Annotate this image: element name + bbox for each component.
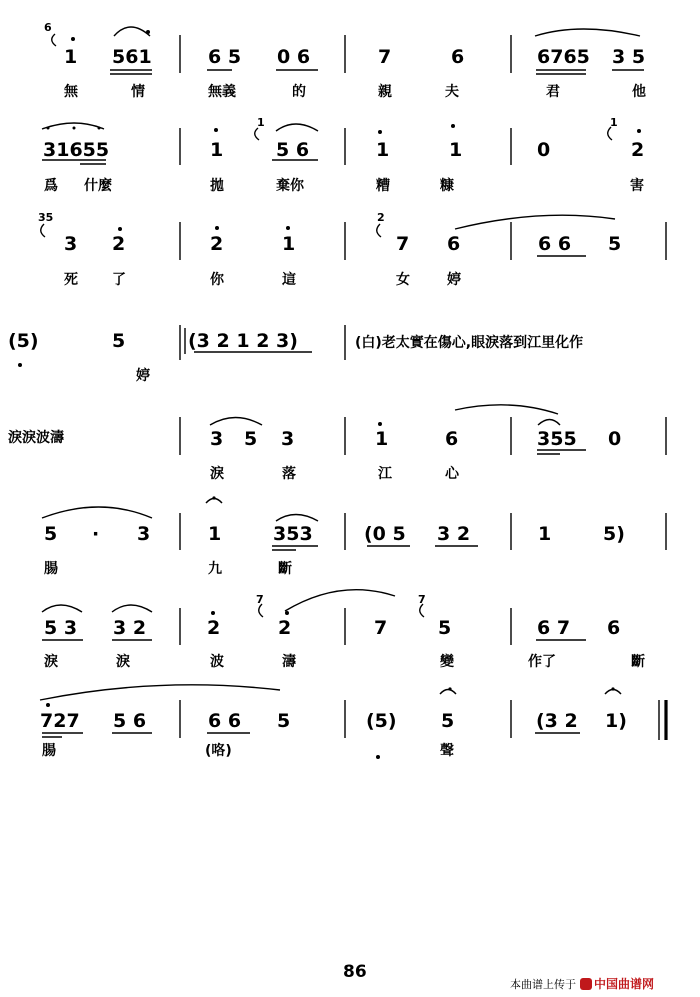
- note: 5): [603, 523, 625, 545]
- lyric: 婷: [447, 272, 461, 288]
- note: 2: [631, 139, 645, 161]
- note: 3: [137, 523, 151, 545]
- grace-note: 6: [44, 21, 52, 34]
- lyric: 棄你: [276, 178, 304, 194]
- note: 1: [449, 139, 463, 161]
- lyric: 腸: [44, 561, 58, 577]
- lyric: (咯): [205, 743, 232, 759]
- lyric: 波: [210, 654, 224, 670]
- grace-note: 1: [257, 116, 265, 129]
- note: 0: [537, 139, 551, 161]
- note: 6: [447, 233, 461, 255]
- page-number: 86: [343, 962, 367, 982]
- note: 3 2: [437, 523, 471, 545]
- note: 3 5: [612, 46, 646, 68]
- note: 7: [378, 46, 392, 68]
- site-logo-icon: [580, 978, 592, 990]
- note: 1: [64, 46, 78, 68]
- lyric: 斷: [631, 654, 645, 670]
- note: 5: [244, 428, 258, 450]
- grace-note: 35: [38, 211, 54, 224]
- note: 7: [374, 617, 388, 639]
- note: (5): [366, 710, 397, 732]
- note: 5 6: [276, 139, 310, 161]
- note: 353: [273, 523, 313, 545]
- lyric: 女: [396, 272, 410, 288]
- lyric: 夫: [445, 84, 459, 100]
- note: 5 3: [44, 617, 78, 639]
- interlude-text: 淚淚波濤: [8, 430, 64, 446]
- grace-note: 7: [256, 593, 264, 606]
- note: 2: [278, 617, 292, 639]
- lyric: 變: [440, 654, 454, 670]
- grace-note: 7: [418, 593, 426, 606]
- lyric: 婷: [136, 368, 150, 384]
- note: 5: [112, 330, 126, 352]
- lyric: 情: [131, 84, 145, 100]
- lyric: 江: [378, 466, 392, 482]
- lyric: 濤: [282, 654, 296, 670]
- note: 3 2: [113, 617, 147, 639]
- note: 6: [607, 617, 621, 639]
- note: 6765: [537, 46, 590, 68]
- lyric: 作了: [528, 654, 556, 670]
- dialogue: (白)老太實在傷心,眼淚落到江里化作: [355, 335, 584, 351]
- note: (0 5: [364, 523, 406, 545]
- note: 1: [376, 139, 390, 161]
- footer-site-name[interactable]: 中国曲谱网: [594, 977, 655, 991]
- lyric: 爲: [44, 178, 58, 194]
- note: 1: [210, 139, 224, 161]
- note: 2: [112, 233, 126, 255]
- note: 5: [441, 710, 455, 732]
- lyric: 死: [64, 272, 78, 288]
- lyric: 落: [282, 466, 296, 482]
- lyric: 什麼: [84, 178, 112, 194]
- note: 6 6: [208, 710, 242, 732]
- note: 5: [44, 523, 58, 545]
- note: 0 6: [277, 46, 311, 68]
- grace-note: 1: [610, 116, 618, 129]
- note: (3 2: [536, 710, 578, 732]
- lyric: 拋: [210, 178, 224, 194]
- lyric: 這: [282, 272, 296, 288]
- note: 3: [281, 428, 295, 450]
- note: 355: [537, 428, 577, 450]
- note: 6: [451, 46, 465, 68]
- note: 6 6: [538, 233, 572, 255]
- note: 1: [538, 523, 552, 545]
- note: 1: [208, 523, 222, 545]
- lyric: 了: [112, 272, 126, 288]
- note: ·: [92, 523, 100, 545]
- lyric: 無義: [208, 84, 236, 100]
- lyric: 他: [632, 84, 646, 100]
- note: 6 5: [208, 46, 242, 68]
- note: 6: [445, 428, 459, 450]
- grace-note: 2: [377, 211, 385, 224]
- note: 2: [207, 617, 221, 639]
- note: 727: [40, 710, 80, 732]
- footer-upload-text: 本曲谱上传于: [510, 978, 576, 991]
- lyric: 聲: [440, 743, 454, 759]
- note: (5): [8, 330, 39, 352]
- note: 5: [438, 617, 452, 639]
- lyric: 心: [445, 466, 459, 482]
- lyric: 淚: [116, 654, 130, 670]
- note: 2: [210, 233, 224, 255]
- lyric: 糟: [376, 178, 390, 194]
- note: 1): [605, 710, 627, 732]
- note: 3: [64, 233, 78, 255]
- note: 1: [375, 428, 389, 450]
- note: 31655: [43, 139, 110, 161]
- note: 0: [608, 428, 622, 450]
- lyric: 淚: [44, 654, 58, 670]
- lyric: 淚: [210, 466, 224, 482]
- lyric: 無: [64, 84, 78, 100]
- lyric: 糠: [440, 178, 454, 194]
- lyric: 斷: [278, 561, 292, 577]
- note: 5: [277, 710, 291, 732]
- lyric: 君: [546, 84, 560, 100]
- note: 6 7: [537, 617, 571, 639]
- note: (3 2 1 2 3): [188, 330, 298, 352]
- lyric: 親: [378, 84, 392, 100]
- lyric: 你: [210, 272, 224, 288]
- note: 5: [608, 233, 622, 255]
- note: 3: [210, 428, 224, 450]
- note: 7: [396, 233, 410, 255]
- footer-credit: [510, 975, 654, 992]
- note: 561: [112, 46, 152, 68]
- lyric: 九: [208, 561, 222, 577]
- lyric: 害: [630, 178, 644, 194]
- lyric: 的: [292, 84, 306, 100]
- lyric: 腸: [42, 743, 56, 759]
- note: 5 6: [113, 710, 147, 732]
- note: 1: [282, 233, 296, 255]
